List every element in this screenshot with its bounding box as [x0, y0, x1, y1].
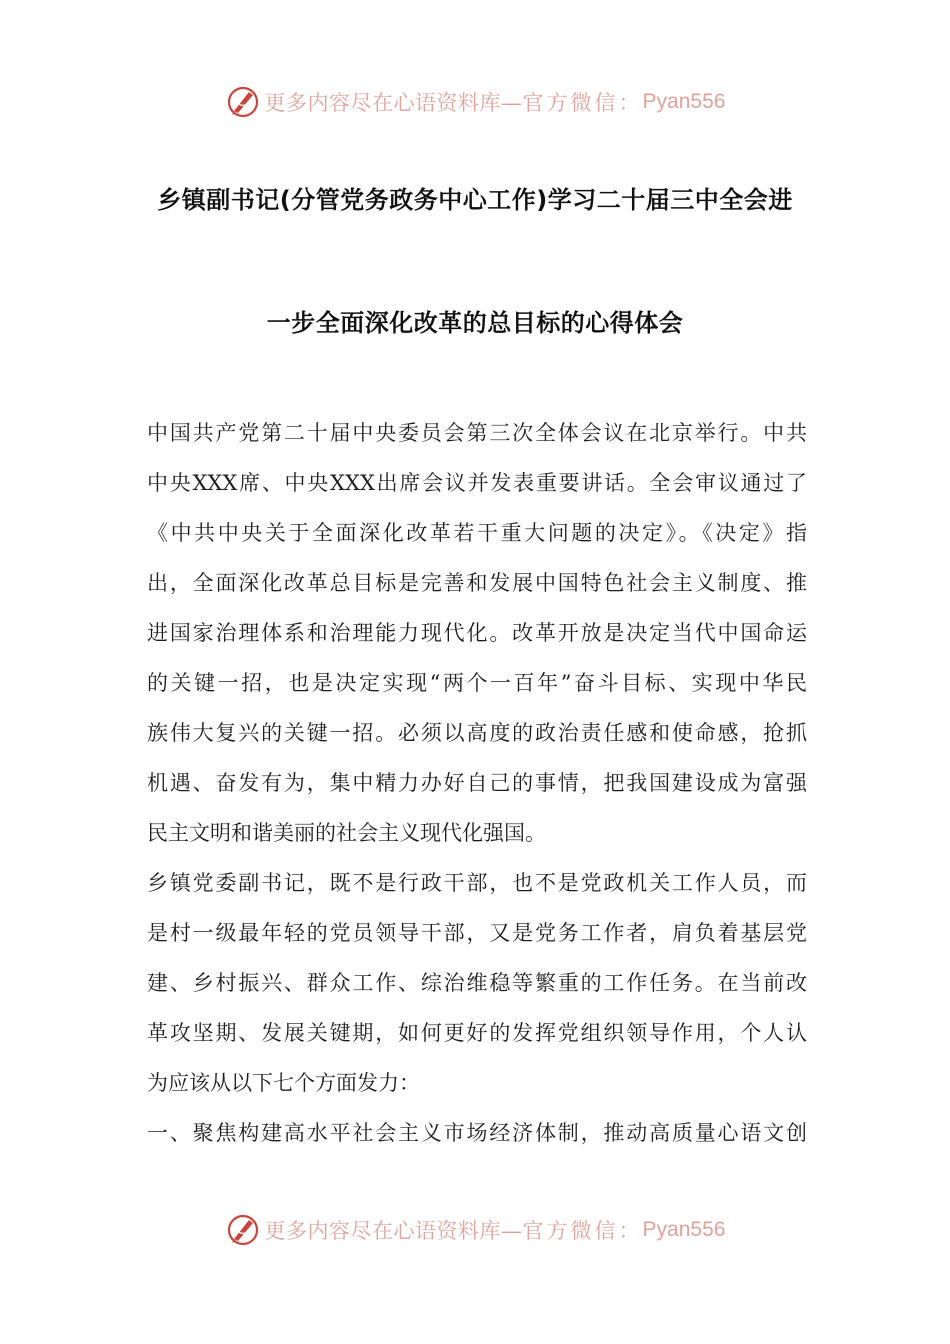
document-body [147, 416, 807, 1166]
watermark-wechat-label: 官方微信： [522, 1219, 643, 1243]
body-line: 的关键一招，也是决定实现“两个一百年”奋斗目标、实现中华民 [147, 671, 807, 695]
watermark-wechat-id: Pyan556 [642, 1218, 726, 1241]
body-line: 一、聚焦构建高水平社会主义市场经济体制，推动高质量心语文创 [147, 1121, 807, 1145]
body-line: 民主文明和谐美丽的社会主义现代化强国。 [147, 821, 546, 845]
watermark-text: 更多内容尽在心语资料库— [264, 91, 523, 115]
header-watermark [0, 80, 950, 124]
document-title-line-2: 一步全面深化改革的总目标的心得体会 [266, 309, 684, 337]
body-line: 是村一级最年轻的党员领导干部，又是党务工作者，肩负着基层党 [147, 921, 807, 945]
pen-logo-icon [225, 1212, 261, 1248]
body-line: 机遇、奋发有为，集中精力办好自己的事情，把我国建设成为富强 [147, 771, 807, 795]
body-line: 中国共产党第二十届中央委员会第三次全体会议在北京举行。中共 [147, 421, 807, 445]
body-line: 中央XXX席、中央XXX出席会议并发表重要讲话。全会审议通过了 [147, 471, 807, 495]
pen-logo-icon [225, 84, 261, 120]
watermark-wechat-label: 官方微信： [522, 91, 643, 115]
body-line: 出，全面深化改革总目标是完善和发展中国特色社会主义制度、推 [147, 571, 807, 595]
watermark-text: 更多内容尽在心语资料库— [264, 1219, 523, 1243]
body-line: 建、乡村振兴、群众工作、综治维稳等繁重的工作任务。在当前改 [147, 971, 807, 995]
body-line: 革攻坚期、发展关键期，如何更好的发挥党组织领导作用，个人认 [147, 1021, 807, 1045]
body-line: 《中共中央关于全面深化改革若干重大问题的决定》。《决定》指 [147, 521, 807, 545]
body-line: 为应该从以下七个方面发力： [147, 1071, 420, 1095]
footer-watermark [0, 1208, 950, 1252]
body-line: 族伟大复兴的关键一招。必须以高度的政治责任感和使命感，抢抓 [147, 721, 807, 745]
watermark-wechat-id: Pyan556 [642, 90, 726, 113]
body-line: 进国家治理体系和治理能力现代化。改革开放是决定当代中国命运 [147, 621, 807, 645]
body-line: 乡镇党委副书记，既不是行政干部，也不是党政机关工作人员，而 [147, 871, 807, 895]
document-title-line-1: 乡镇副书记(分管党务政务中心工作)学习二十届三中全会进 [157, 186, 793, 214]
